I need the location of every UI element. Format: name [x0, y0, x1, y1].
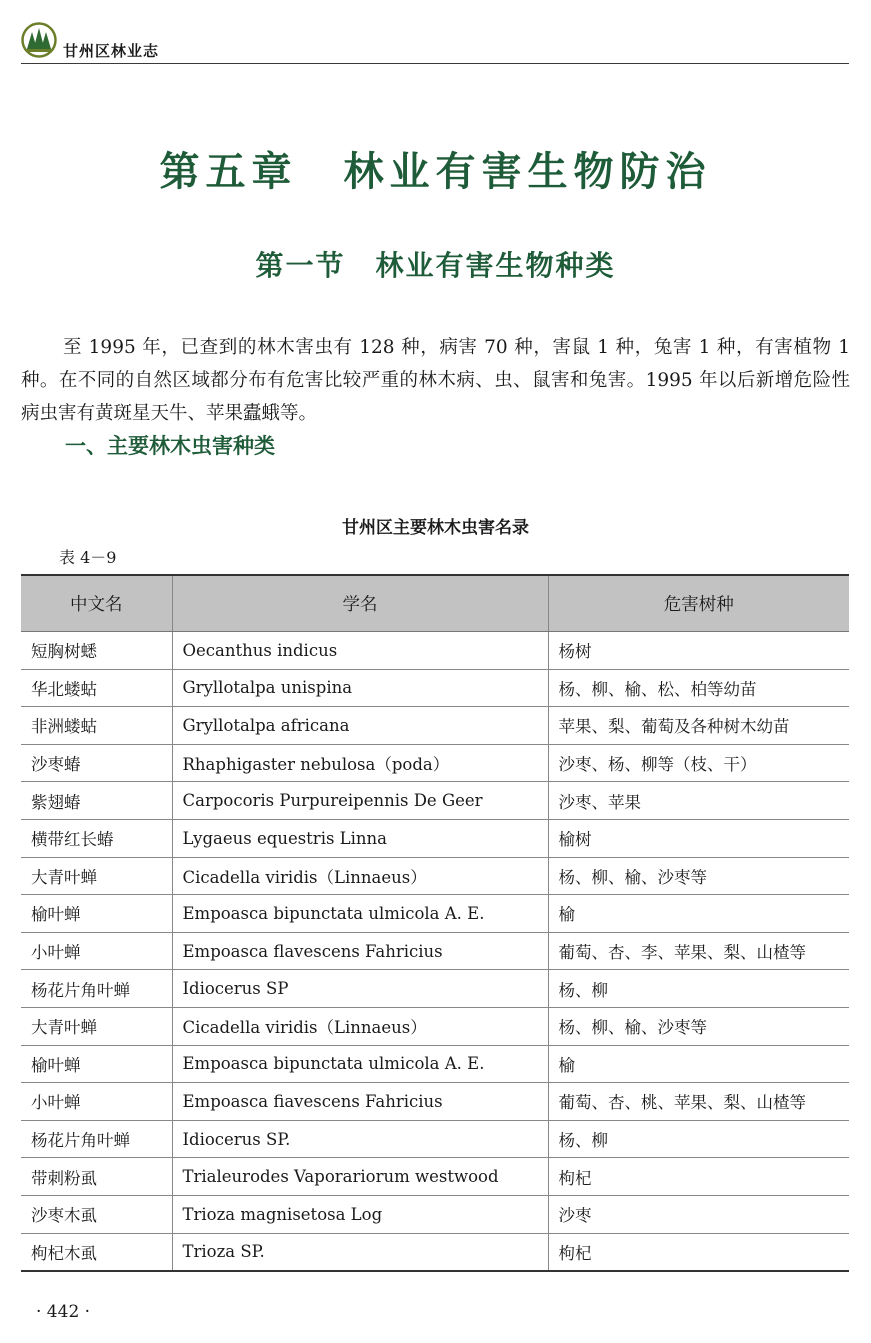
cell-chinese-name: 非洲蝼蛄 [21, 707, 172, 745]
table-row [21, 932, 849, 970]
table-row [21, 669, 849, 707]
cell-host-trees: 杨、柳 [548, 970, 849, 1008]
cell-host-trees: 沙枣、苹果 [548, 782, 849, 820]
table-row [21, 819, 849, 857]
table-row [21, 744, 849, 782]
cell-host-trees: 枸杞 [548, 1158, 849, 1196]
intro-paragraph: 至 1995 年，已查到的林木害虫有 128 种，病害 70 种，害鼠 1 种，兔害 1 种，有害植物 1 种。在不同的自然区域都分布有危害比较严重的林木病、虫、鼠害和兔害。1995 年以后新增危险性病虫害有黄斑星天牛、苹果蠹蛾等。 [21, 336, 850, 424]
cell-scientific-name: Empoasca fiavescens Fahricius [172, 1083, 548, 1121]
header-host-trees: 危害树种 [548, 575, 849, 632]
cell-scientific-name: Idiocerus SP. [172, 1120, 548, 1158]
cell-chinese-name: 榆叶蝉 [21, 1045, 172, 1083]
cell-chinese-name: 紫翅蝽 [21, 782, 172, 820]
cell-chinese-name: 杨花片角叶蝉 [21, 970, 172, 1008]
cell-scientific-name: Cicadella viridis（Linnaeus） [172, 857, 548, 895]
cell-chinese-name: 带刺粉虱 [21, 1158, 172, 1196]
cell-host-trees: 枸杞 [548, 1233, 849, 1271]
cell-host-trees: 葡萄、杏、李、苹果、梨、山楂等 [548, 932, 849, 970]
cell-scientific-name: Empoasca bipunctata ulmicola A. E. [172, 1045, 548, 1083]
table-row [21, 1158, 849, 1196]
cell-chinese-name: 杨花片角叶蝉 [21, 1120, 172, 1158]
forestry-logo-icon [21, 22, 57, 58]
table-number: 表 4－9 [59, 548, 117, 567]
cell-scientific-name: Lygaeus equestris Linna [172, 819, 548, 857]
cell-scientific-name: Trioza magnisetosa Log [172, 1195, 548, 1233]
table-row [21, 1007, 849, 1045]
cell-host-trees: 榆树 [548, 819, 849, 857]
pest-table [21, 574, 849, 1272]
page-number: · 442 · [36, 1302, 91, 1322]
table-caption: 甘州区主要林木虫害名录 [342, 518, 529, 538]
cell-scientific-name: Rhaphigaster nebulosa（poda） [172, 744, 548, 782]
section-title: 第一节 林业有害生物种类 [255, 249, 616, 282]
cell-chinese-name: 榆叶蝉 [21, 895, 172, 933]
cell-scientific-name: Empoasca flavescens Fahricius [172, 932, 548, 970]
table-row [21, 1233, 849, 1271]
cell-scientific-name: Cicadella viridis（Linnaeus） [172, 1007, 548, 1045]
cell-host-trees: 榆 [548, 1045, 849, 1083]
cell-host-trees: 沙枣 [548, 1195, 849, 1233]
cell-chinese-name: 横带红长蝽 [21, 819, 172, 857]
cell-scientific-name: Gryllotalpa unispina [172, 669, 548, 707]
table-row [21, 895, 849, 933]
book-title: 甘州区林业志 [63, 42, 160, 60]
header-scientific-name: 学名 [172, 575, 548, 632]
cell-chinese-name: 沙枣木虱 [21, 1195, 172, 1233]
table-row [21, 1195, 849, 1233]
cell-host-trees: 杨、柳、榆、沙枣等 [548, 1007, 849, 1045]
cell-host-trees: 葡萄、杏、桃、苹果、梨、山楂等 [548, 1083, 849, 1121]
table-row [21, 632, 849, 670]
cell-chinese-name: 华北蝼蛄 [21, 669, 172, 707]
cell-chinese-name: 小叶蝉 [21, 1083, 172, 1121]
cell-chinese-name: 大青叶蝉 [21, 857, 172, 895]
table-row [21, 857, 849, 895]
cell-scientific-name: Trioza SP. [172, 1233, 548, 1271]
table-row [21, 1083, 849, 1121]
cell-chinese-name: 大青叶蝉 [21, 1007, 172, 1045]
cell-scientific-name: Empoasca bipunctata ulmicola A. E. [172, 895, 548, 933]
cell-scientific-name: Oecanthus indicus [172, 632, 548, 670]
header-chinese-name: 中文名 [21, 575, 172, 632]
cell-host-trees: 榆 [548, 895, 849, 933]
table-header-row [21, 575, 849, 632]
cell-chinese-name: 小叶蝉 [21, 932, 172, 970]
cell-scientific-name: Idiocerus SP [172, 970, 548, 1008]
running-header [21, 22, 849, 64]
cell-host-trees: 苹果、梨、葡萄及各种树木幼苗 [548, 707, 849, 745]
cell-scientific-name: Gryllotalpa africana [172, 707, 548, 745]
cell-chinese-name: 短胸树蟋 [21, 632, 172, 670]
cell-chinese-name: 沙枣蝽 [21, 744, 172, 782]
cell-host-trees: 杨树 [548, 632, 849, 670]
cell-host-trees: 沙枣、杨、柳等（枝、干） [548, 744, 849, 782]
cell-chinese-name: 枸杞木虱 [21, 1233, 172, 1271]
table-row [21, 707, 849, 745]
table-row [21, 782, 849, 820]
table-row [21, 970, 849, 1008]
table-row [21, 1120, 849, 1158]
cell-host-trees: 杨、柳 [548, 1120, 849, 1158]
subsection-heading: 一、主要林木虫害种类 [65, 434, 275, 458]
cell-scientific-name: Trialeurodes Vaporariorum westwood [172, 1158, 548, 1196]
cell-scientific-name: Carpocoris Purpureipennis De Geer [172, 782, 548, 820]
table-row [21, 1045, 849, 1083]
cell-host-trees: 杨、柳、榆、松、柏等幼苗 [548, 669, 849, 707]
cell-host-trees: 杨、柳、榆、沙枣等 [548, 857, 849, 895]
chapter-title: 第五章 林业有害生物防治 [159, 149, 712, 195]
